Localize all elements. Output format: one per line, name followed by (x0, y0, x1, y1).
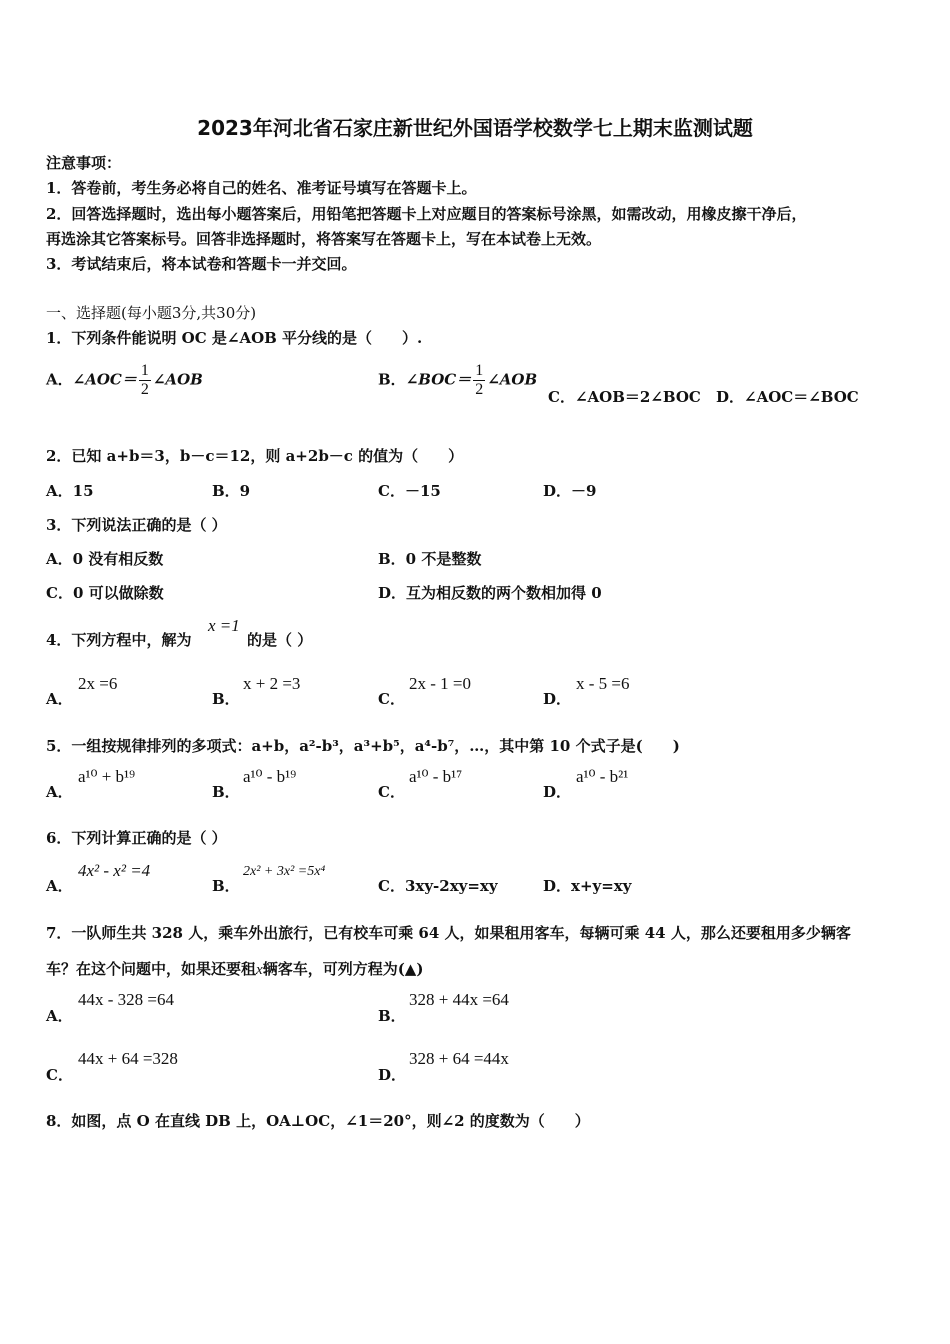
question-7-stem-cont: 车？在这个问题中，如果还要租x辆客车，可列方程为(▲) (46, 960, 424, 978)
question-7-option-a-label: A． (46, 1007, 73, 1025)
question-1-option-c: C．∠AOB＝2∠BOC (548, 388, 701, 406)
notice-item-1: 1．答卷前，考生务必将自己的姓名、准考证号填写在答题卡上。 (46, 179, 477, 197)
question-5-option-a-math: a¹⁰ + b¹⁹ (78, 767, 136, 786)
question-5-option-b-label: B． (212, 783, 240, 801)
question-4-option-c-label: C． (378, 690, 405, 708)
question-4-option-a-math: 2x =6 (78, 674, 118, 693)
question-7-option-b-math: 328 + 44x =64 (409, 990, 509, 1009)
question-3-option-c: C．0 可以做除数 (46, 584, 164, 602)
question-6-option-c: C．3xy-2xy=xy (378, 877, 498, 895)
question-6-option-a-label: A． (46, 877, 73, 895)
section-heading: 一、选择题(每小题3分,共30分) (46, 304, 257, 322)
question-2-stem: 2．已知 a+b＝3，b－c＝12，则 a+2b－c 的值为（ ） (46, 447, 464, 465)
question-7-option-a-math: 44x - 328 =64 (78, 990, 174, 1009)
question-4-stem-math: x =1 (208, 616, 240, 635)
question-7-option-d-label: D． (378, 1066, 407, 1084)
question-4-option-b-label: B． (212, 690, 240, 708)
question-4-option-d-math: x - 5 =6 (576, 674, 630, 693)
question-5-option-d-label: D． (543, 783, 572, 801)
question-7-option-c-math: 44x + 64 =328 (78, 1049, 178, 1068)
question-2-option-b: B．9 (212, 482, 251, 500)
question-3-stem: 3．下列说法正确的是（ ） (46, 516, 227, 534)
question-6-option-b-math: 2x² + 3x² =5x⁴ (243, 864, 326, 879)
question-6-option-a-math: 4x² - x² =4 (78, 861, 151, 880)
question-5-stem: 5．一组按规律排列的多项式：a+b，a²-b³，a³+b⁵，a⁴-b⁷，…，其中第 10 个式子是( ) (46, 737, 680, 755)
question-5-option-a-label: A． (46, 783, 73, 801)
question-4-option-a-label: A． (46, 690, 73, 708)
question-1-option-a: A．∠AOC＝ $\frac{1}{2}$ ∠AOB (46, 362, 203, 398)
notice-heading: 注意事项： (46, 154, 122, 172)
question-4-option-c-math: 2x - 1 =0 (409, 674, 471, 693)
question-1-stem: 1．下列条件能说明 OC 是∠AOB 平分线的是（ ）. (46, 329, 423, 347)
question-6-option-d: D．x+y=xy (543, 877, 632, 895)
question-8-stem: 8．如图，点 O 在直线 DB 上，OA⊥OC，∠1＝20°，则∠2 的度数为（ ） (46, 1112, 590, 1130)
question-1-option-b: B．∠BOC＝ $\frac{1}{2}$ ∠AOB (378, 362, 538, 398)
question-1-option-d: D．∠AOC＝∠BOC (716, 388, 859, 406)
question-3-option-b: B．0 不是整数 (378, 550, 482, 568)
question-5-option-c-label: C． (378, 783, 405, 801)
question-2-option-d: D．－9 (543, 482, 597, 500)
question-4-stem: 4．下列方程中，解为 (46, 631, 192, 649)
fraction-half: $\frac{1}{2}$ (475, 362, 484, 398)
question-4-stem-end: 的是（ ） (247, 631, 313, 649)
question-6-stem: 6．下列计算正确的是（ ） (46, 829, 227, 847)
question-4-option-d-label: D． (543, 690, 572, 708)
question-5-option-d-math: a¹⁰ - b²¹ (576, 767, 629, 786)
question-3-option-a: A．0 没有相反数 (46, 550, 164, 568)
notice-item-2-cont: 再选涂其它答案标号。回答非选择题时，将答案写在答题卡上，写在本试卷上无效。 (46, 230, 602, 248)
question-7-option-c-label: C． (46, 1066, 73, 1084)
question-4-option-b-math: x + 2 =3 (243, 674, 301, 693)
question-3-option-d: D．互为相反数的两个数相加得 0 (378, 584, 602, 602)
notice-item-2: 2．回答选择题时，选出每小题答案后，用铅笔把答题卡上对应题目的答案标号涂黑，如需改动，用橡皮擦干净后， (46, 205, 807, 223)
question-7-stem: 7．一队师生共 328 人，乘车外出旅行，已有校车可乘 64 人，如果租用客车，每辆可乘 44 人，那么还要租用多少辆客 (46, 924, 851, 942)
question-2-option-c: C．－15 (378, 482, 441, 500)
question-5-option-b-math: a¹⁰ - b¹⁹ (243, 767, 297, 786)
question-5-option-c-math: a¹⁰ - b¹⁷ (409, 767, 463, 786)
question-7-option-b-label: B． (378, 1007, 406, 1025)
fraction-half: $\frac{1}{2}$ (140, 362, 149, 398)
question-6-option-b-label: B． (212, 877, 240, 895)
question-7-option-d-math: 328 + 64 =44x (409, 1049, 509, 1068)
notice-item-3: 3．考试结束后，将本试卷和答题卡一并交回。 (46, 255, 357, 273)
page-title: 2023年河北省石家庄新世纪外国语学校数学七上期末监测试题 (197, 116, 753, 140)
question-2-option-a: A．15 (46, 482, 94, 500)
